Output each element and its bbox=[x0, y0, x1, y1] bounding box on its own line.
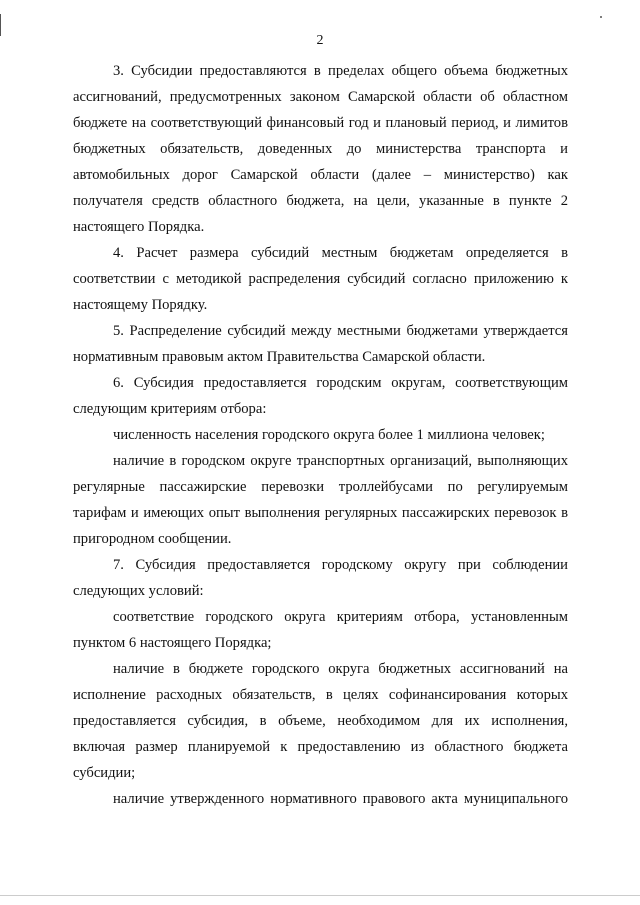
criterion-transport-organizations: наличие в городском округе транспортных организаций, выполняющих регулярные пассажирские перевозки троллейбусами по регулируемым тарифам и имеющих опыт выполнения регулярных пассажирских перевозок в пригородном сообщении. bbox=[73, 453, 568, 547]
paragraph-7-conditions: 7. Субсидия предоставляется городскому округу при соблюдении следующих условий: bbox=[73, 557, 568, 599]
scan-dot-mark bbox=[600, 16, 602, 18]
condition-criteria-compliance: соответствие городского округа критериям отбора, установленным пунктом 6 настоящего Порядка; bbox=[73, 609, 568, 651]
paragraph-4-calculation: 4. Расчет размера субсидий местным бюджетам определяется в соответствии с методикой распределения субсидий согласно приложению к настоящему Порядку. bbox=[73, 245, 568, 313]
paragraph-5-distribution: 5. Распределение субсидий между местными бюджетами утверждается нормативным правовым актом Правительства Самарской области. bbox=[73, 323, 568, 365]
criterion-population: численность населения городского округа более 1 миллиона человек; bbox=[113, 427, 545, 443]
document-body bbox=[73, 58, 568, 812]
paragraph-6-criteria: 6. Субсидия предоставляется городским округам, соответствующим следующим критериям отбора: bbox=[73, 375, 568, 417]
page-number: 2 bbox=[316, 33, 324, 48]
condition-budget-allocations: наличие в бюджете городского округа бюджетных ассигнований на исполнение расходных обязательств, в целях софинансирования которых предоставляется субсидия, в объеме, необходимом для их исполнения, включая размер планируемой к предоставлению из областного бюджета субсидии; bbox=[73, 661, 568, 781]
condition-municipal-act: наличие утвержденного нормативного правового акта муниципального bbox=[113, 791, 568, 807]
paragraph-3-budget-limits: 3. Субсидии предоставляются в пределах общего объема бюджетных ассигнований, предусмотренных законом Самарской области об областном бюджете на соответствующий финансовый год и плановый период, и лимитов бюджетных обязательств, доведенных до министерства транспорта и автомобильных дорог Самарской области (далее – министерство) как получателя средств областного бюджета, на цели, указанные в пункте 2 настоящего Порядка. bbox=[73, 63, 568, 235]
scan-bottom-edge bbox=[0, 895, 640, 896]
